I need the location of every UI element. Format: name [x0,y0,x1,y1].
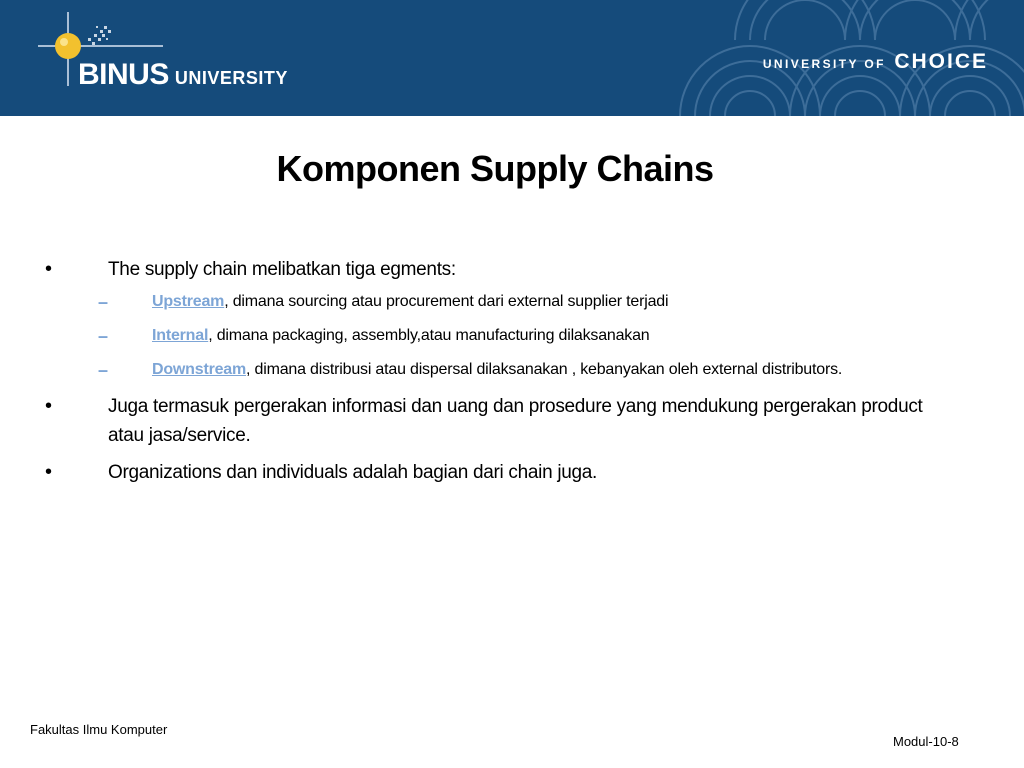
tagline-big: CHOICE [894,50,988,73]
logo-main-text: BINUS [78,58,169,91]
tagline [763,50,988,74]
sub-bullet-dash: – [98,360,109,380]
logo-wordmark [78,58,288,92]
sub-bullet-dash: – [98,292,109,312]
bullet-mark: • [45,461,53,483]
keyword-link: Internal [152,327,209,344]
logo-sub-text: UNIVERSITY [174,68,288,88]
keyword-link: Upstream [152,293,225,310]
keyword-link: Downstream [152,361,247,378]
sub-bullet-text [152,325,992,347]
tagline-small: UNIVERSITY OF [762,57,886,71]
sub-bullet-rest: , dimana distribusi atau dispersal dilaksanakan , kebanyakan oleh external distributors. [246,361,843,378]
footer-faculty: Fakultas Ilmu Komputer [30,722,168,737]
bullet-text: Juga termasuk pergerakan informasi dan uang dan prosedure yang mendukung pergerakan product atau jasa/service. [108,396,923,446]
bullet-mark: • [45,258,53,280]
sub-bullet-text [152,359,992,381]
sub-bullet-dash: – [98,326,109,346]
sub-bullet-rest: , dimana sourcing atau procurement dari external supplier terjadi [224,293,669,310]
sub-bullet-rest: , dimana packaging, assembly,atau manufacturing dilaksanakan [208,327,650,344]
slide-title: Komponen Supply Chains [276,148,714,189]
bullet-text: Organizations dan individuals adalah bagian dari chain juga. [108,462,598,483]
header-banner [0,0,1024,116]
bullet-text: The supply chain melibatkan tiga egments: [108,259,456,280]
sub-bullet-text [152,291,992,313]
bullet-mark: • [45,395,53,417]
footer-page-number: Modul-10-8 [893,734,959,749]
